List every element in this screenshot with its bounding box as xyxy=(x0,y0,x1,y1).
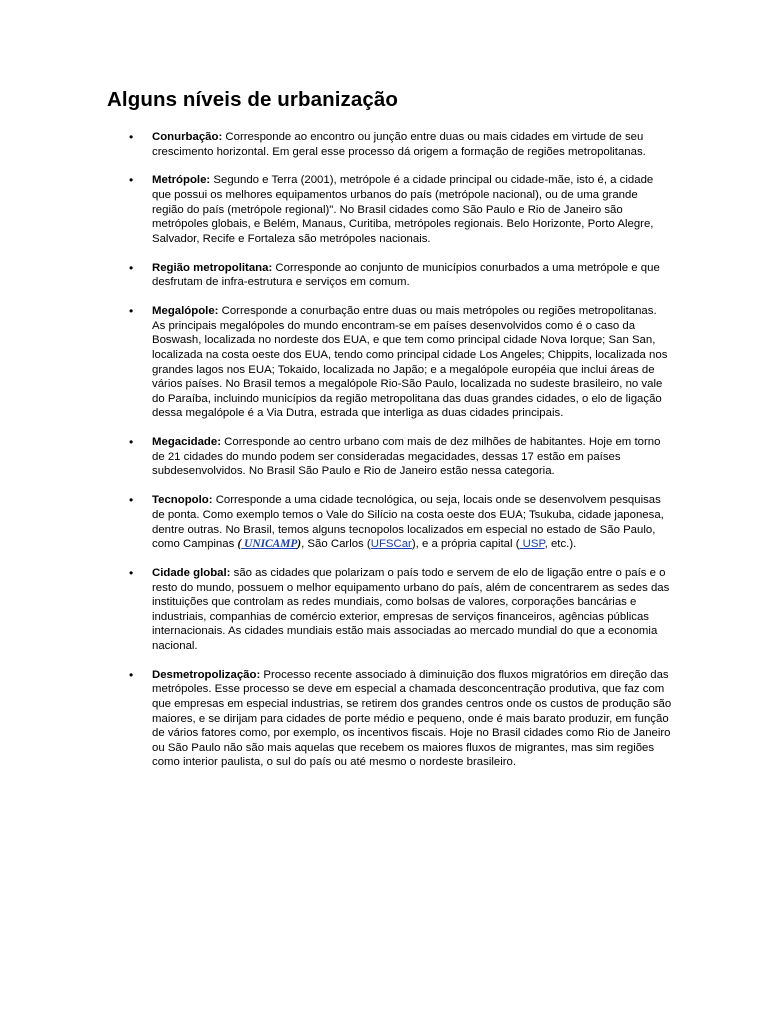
bullet-icon: • xyxy=(129,260,134,275)
definition-text: Corresponde ao encontro ou junção entre duas ou mais cidades em virtude de seu crescimento horizontal. Em geral esse processo dá origem a formação de regiões metropolitanas. xyxy=(152,131,646,158)
list-item-megalopole xyxy=(129,304,672,421)
list-item-desmetropolizacao xyxy=(129,667,672,770)
term-label: Região metropolitana: xyxy=(152,261,273,274)
definition-text-mid: , São Carlos ( xyxy=(301,538,371,551)
definition-text: Corresponde a uma cidade tecnológica, ou seja, locais onde se desenvolvem pesquisas de ponta. Como exemplo temos o Vale do Silício na costa oeste dos EUA; Tsukuba, cidade japonesa, dentre outras. No Brasil, temos alguns tecnopolos localizados em especial no estado de São Paulo, como Campinas xyxy=(152,494,664,551)
definition-text: Corresponde ao centro urbano com mais de dez milhões de habitantes. Hoje em torno de 21 cidades do mundo podem ser consideradas megacidades, dessas 17 estão em países subdesenvolvidos. No Brasil São Paulo e Rio de Janeiro estão nessa categoria. xyxy=(152,436,661,478)
bullet-icon: • xyxy=(129,130,134,144)
bullet-icon: • xyxy=(129,435,134,450)
document-title: Alguns níveis de urbanização xyxy=(107,88,399,111)
term-label: Megalópole: xyxy=(152,305,219,318)
definition-text: Processo recente associado à diminuição dos fluxos migratórios em direção das metrópoles. Esse processo se deve em especial a chamada desconcentração produtiva, que faz com que empresas em especial industrias, se retirem dos grandes centros onde os custos de produção são maiores, e se dirijam para cidades de porte médio e pequeno, onde é mais barato produzir, em função de vários fatores como, por exemplo, os incentivos fiscais. Hoje no Brasil cidades como Rio de Janeiro ou São Paulo não são mais aquelas que recebem os maiores fluxos de migrantes, mas sim regiões como interior paulista, o sul do país ou até mesmo o nordeste brasileiro. xyxy=(152,668,672,769)
list-item-tecnopolo xyxy=(129,493,672,551)
bullet-icon: • xyxy=(129,667,134,682)
definition-text-mid: ), e a própria capital ( xyxy=(411,538,520,551)
bullet-icon: • xyxy=(129,493,134,508)
bullet-icon: • xyxy=(129,173,134,188)
list-item-cidade-global xyxy=(129,566,672,654)
list-item-metropole xyxy=(129,173,672,246)
list-item-conurbacao xyxy=(129,130,672,159)
term-label: Tecnopolo: xyxy=(152,494,213,507)
paren-open: ( xyxy=(237,538,242,551)
list-item-megacidade xyxy=(129,435,672,479)
term-label: Metrópole: xyxy=(152,174,211,187)
definition-text-end: , etc.). xyxy=(544,538,577,551)
link-ufscar[interactable]: UFSCar xyxy=(370,538,412,551)
list-item-regiao-metropolitana xyxy=(129,260,672,290)
term-label: Cidade global: xyxy=(152,567,231,580)
urbanization-levels-list xyxy=(129,130,672,784)
link-usp[interactable]: USP xyxy=(519,538,545,551)
bullet-icon: • xyxy=(129,304,134,319)
bullet-icon: • xyxy=(129,566,134,581)
term-label: Megacidade: xyxy=(152,436,221,449)
term-label: Desmetropolização: xyxy=(152,668,261,681)
paren-close: ) xyxy=(297,538,302,551)
definition-text: Corresponde a conurbação entre duas ou mais metrópoles ou regiões metropolitanas. As principais megalópoles do mundo encontram-se em países desenvolvidos como é o caso da Boswash, localizada no nordeste dos EUA, e que tem como principal cidade Nova Iorque; San San, localizada na costa oeste dos EUA, tendo como principal cidade Los Angeles; Chippits, localizada nos grandes lagos nos EUA; Tokaido, localizada no Japão; e a megalópole européia que inclui áreas de vários países. No Brasil temos a megalópole Rio-São Paulo, localizada no sudeste brasileiro, no vale do Paraíba, incluindo municípios da região metropolitana das duas grandes cidades, o elo de ligação dessa megalópole é a Via Dutra, estrada que interliga as duas cidades principais. xyxy=(152,305,668,420)
definition-text: Corresponde ao conjunto de municípios conurbados a uma metrópole e que desfrutam de infra-estrutura e serviços em comum. xyxy=(152,261,660,289)
definition-text: Segundo e Terra (2001), metrópole é a cidade principal ou cidade-mãe, isto é, a cidade que possui os melhores equipamentos urbanos do país (metrópole nacional), ou de uma grande região do país (metrópole regional)". No Brasil cidades como São Paulo e Rio de Janeiro são metrópoles globais, e Belém, Manaus, Curitiba, metrópoles regionais. Belo Horizonte, Porto Alegre, Salvador, Recife e Fortaleza são metrópoles nacionais. xyxy=(152,174,654,245)
term-label: Conurbação: xyxy=(152,131,223,143)
link-unicamp[interactable]: UNICAMP xyxy=(241,538,298,551)
definition-text: são as cidades que polarizam o país todo e servem de elo de ligação entre o país e o resto do mundo, possuem o melhor equipamento urbano do país, além de concentrarem as sedes das instituições que controlam as redes mundiais, como bolsas de valores, corporações bancárias e industriais, companhias de comércio exterior, empresas de serviços financeiros, agências públicas internacionais. As cidades mundiais estão mais associadas ao mercado mundial do que a economia nacional. xyxy=(152,567,670,652)
